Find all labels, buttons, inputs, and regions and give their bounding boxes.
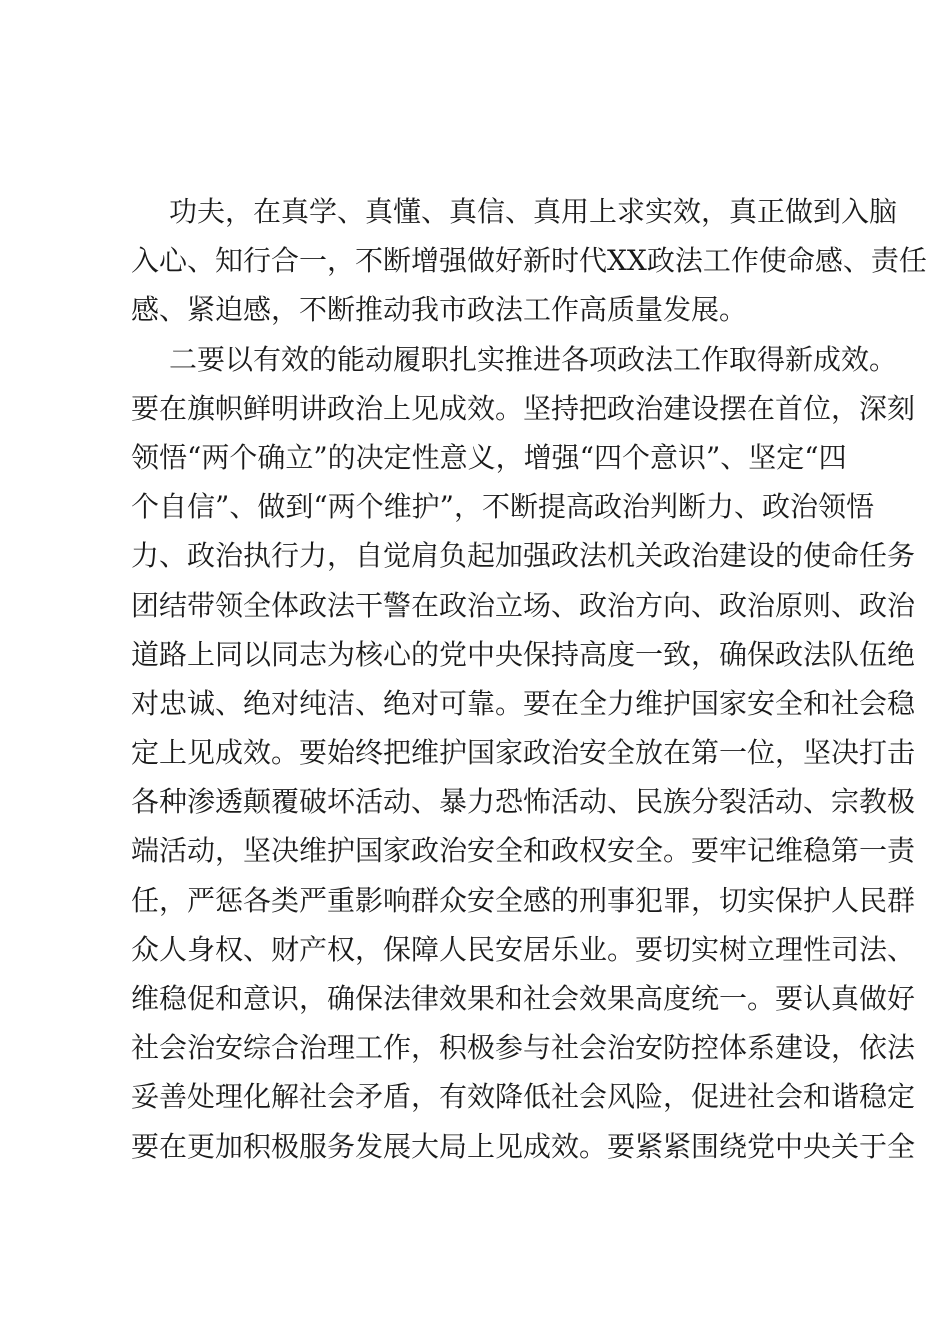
text-line: 任，严惩各类严重影响群众安全感的刑事犯罪，切实保护人民群 — [131, 883, 916, 917]
text-line: 二要以有效的能动履职扎实推进各项政法工作取得新成效。 — [169, 342, 898, 376]
text-line: 力、政治执行力，自觉肩负起加强政法机关政治建设的使命任务 — [131, 539, 916, 573]
text-line: 社会治安综合治理工作，积极参与社会治安防控体系建设，依法 — [131, 1031, 916, 1065]
text-line: 要在更加积极服务发展大局上见成效。要紧紧围绕党中央关于全 — [131, 1129, 916, 1163]
text-line: 要在旗帜鲜明讲政治上见成效。坚持把政治建设摆在首位，深刻 — [131, 391, 916, 425]
body-text — [131, 187, 927, 1171]
text-line: 端活动，坚决维护国家政治安全和政权安全。要牢记维稳第一责 — [131, 834, 916, 868]
text-line: 各种渗透颠覆破坏活动、暴力恐怖活动、民族分裂活动、宗教极 — [131, 785, 916, 819]
text-line: 个自信”、做到“两个维护”，不断提高政治判断力、政治领悟 — [131, 490, 874, 524]
text-line: 功夫，在真学、真懂、真信、真用上求实效，真正做到入脑 — [169, 195, 898, 228]
text-line: 众人身权、财产权，保障人民安居乐业。要切实树立理性司法、 — [131, 932, 916, 966]
text-line: 领悟“两个确立”的决定性意义，增强“四个意识”、坚定“四 — [131, 440, 847, 474]
text-line: 感、紧迫感，不断推动我市政法工作高质量发展。 — [131, 293, 748, 327]
text-line: 入心、知行合一，不断增强做好新时代XX政法工作使命感、责任 — [131, 244, 927, 278]
text-line: 对忠诚、绝对纯洁、绝对可靠。要在全力维护国家安全和社会稳 — [131, 686, 916, 720]
text-line: 团结带领全体政法干警在政治立场、政治方向、政治原则、政治 — [131, 588, 916, 622]
text-line: 维稳促和意识，确保法律效果和社会效果高度统一。要认真做好 — [131, 982, 916, 1015]
text-line: 道路上同以同志为核心的党中央保持高度一致，确保政法队伍绝 — [131, 637, 916, 671]
text-line: 妥善处理化解社会矛盾，有效降低社会风险，促进社会和谐稳定 — [131, 1080, 916, 1114]
text-line: 定上见成效。要始终把维护国家政治安全放在第一位，坚决打击 — [131, 736, 916, 770]
